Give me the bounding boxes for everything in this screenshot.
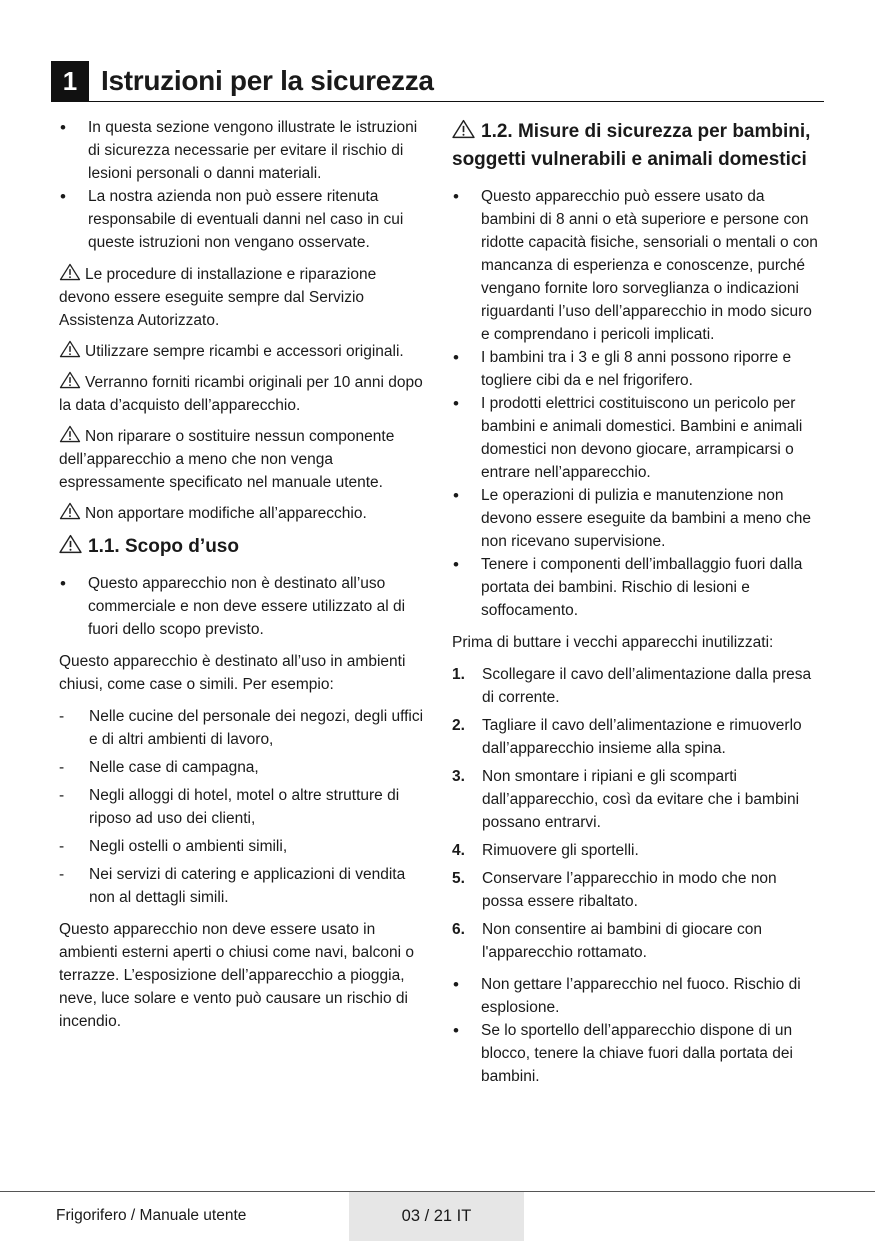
list-item: • In questa sezione vengono illustrate le istruzioni di sicurezza necessarie per evitare il rischio di lesioni personali o danni materiali. (59, 116, 429, 185)
list-item (452, 867, 822, 913)
list-item (452, 839, 822, 862)
list-item (452, 918, 822, 964)
warning-text: Le procedure di installazione e riparazione devono essere eseguite sempre dal Servizio Assistenza Autorizzato. (59, 266, 377, 329)
list-item: • Non gettare l’apparecchio nel fuoco. Rischio di esplosione. (452, 973, 822, 1019)
warning-text: Non riparare o sostituire nessun componente dell’apparecchio a meno che non venga espressamente specificato nel manuale utente. (59, 428, 395, 491)
intro-bullet-list (59, 116, 429, 254)
disposal-steps-list (452, 663, 822, 964)
list-item: • Tenere i componenti dell’imballaggio fuori dalla portata dei bambini. Rischio di lesioni e soffocamento. (452, 553, 822, 622)
list-item: - Nelle cucine del personale dei negozi, degli uffici e di altri ambienti di lavoro, (59, 705, 429, 751)
warning-triangle-icon (59, 371, 81, 389)
warning-text: Utilizzare sempre ricambi e accessori originali. (85, 343, 404, 360)
step-number: 3. (452, 768, 465, 785)
children-safety-bullet-list (452, 185, 822, 622)
list-item (452, 714, 822, 760)
step-text: Tagliare il cavo dell’alimentazione e rimuoverlo dall’apparecchio insieme alla spina. (482, 717, 802, 757)
step-number: 2. (452, 717, 465, 734)
list-item (452, 663, 822, 709)
warning-text: Verranno forniti ricambi originali per 10 anni dopo la data d’acquisto dell’apparecchio. (59, 374, 423, 414)
list-item: • I prodotti elettrici costituiscono un pericolo per bambini e animali domestici. Bambini e animali domestici non devono giocare, arrampicarsi o entrare nell’apparecchio. (452, 392, 822, 484)
list-item: - Nelle case di campagna, (59, 756, 429, 779)
list-item: • Questo apparecchio può essere usato da bambini di 8 anni o età superiore e persone con ridotte capacità fisiche, sensoriali o mentali o con mancanza di esperienza e conoscenze, purché vengano fornite loro sorveglianza o indicazioni riguardanti l’uso dell’apparecchio in modo sicuro e comprendano i pericoli implicati. (452, 185, 822, 346)
step-text: Conservare l’apparecchio in modo che non possa essere ribaltato. (482, 870, 777, 910)
list-item: • Le operazioni di pulizia e manutenzione non devono essere eseguite da bambini a meno che non ricevano supervisione. (452, 484, 822, 553)
section-title-1-2 (452, 118, 822, 174)
step-text: Non smontare i ripiani e gli scomparti dall’apparecchio, così da evitare che i bambini possano entrarvi. (482, 768, 800, 831)
step-text: Scollegare il cavo dell’alimentazione dalla presa di corrente. (482, 666, 812, 706)
warning-triangle-icon (59, 534, 82, 554)
footer-page-number: 03 / 21 IT (349, 1192, 524, 1241)
step-number: 5. (452, 870, 465, 887)
step-text: Non consentire ai bambini di giocare con l'apparecchio rottamato. (482, 921, 763, 961)
section-title-1-1 (59, 533, 429, 561)
list-item: • I bambini tra i 3 e gli 8 anni possono riporre e togliere cibi da e nel frigorifero. (452, 346, 822, 392)
warning-triangle-icon (59, 263, 81, 281)
warning-paragraph (59, 263, 429, 332)
step-number: 6. (452, 921, 465, 938)
warning-triangle-icon (452, 119, 475, 139)
list-item (452, 765, 822, 834)
usage-dash-list (59, 705, 429, 909)
chapter-header (51, 61, 824, 102)
warning-paragraph (59, 340, 429, 363)
list-item: - Nei servizi di catering e applicazioni di vendita non al dettagli simili. (59, 863, 429, 909)
warning-paragraph (59, 425, 429, 494)
step-number: 1. (452, 666, 465, 683)
list-item: - Negli alloggi di hotel, motel o altre strutture di riposo ad uso dei clienti, (59, 784, 429, 830)
paragraph: Prima di buttare i vecchi apparecchi inutilizzati: (452, 634, 774, 651)
paragraph: Questo apparecchio non deve essere usato in ambienti esterni aperti o chiusi come navi, balconi o terrazze. L’esposizione dell’apparecchio a pioggia, neve, luce solare e vento può causare un rischio di incendio. (59, 921, 414, 1030)
section-title-text: 1.1. Scopo d’uso (88, 536, 239, 557)
right-column (452, 116, 822, 1097)
chapter-title: Istruzioni per la sicurezza (101, 65, 434, 96)
warning-triangle-icon (59, 502, 81, 520)
warning-text: Non apportare modifiche all’apparecchio. (85, 505, 367, 522)
chapter-number: 1 (51, 61, 89, 101)
warning-triangle-icon (59, 340, 81, 358)
left-column (59, 116, 429, 1042)
warning-paragraph (59, 371, 429, 417)
paragraph: Questo apparecchio è destinato all’uso in ambienti chiusi, come case o simili. Per esempio: (59, 653, 406, 693)
list-item: - Negli ostelli o ambienti simili, (59, 835, 429, 858)
section-title-text: 1.2. Misure di sicurezza per bambini, soggetti vulnerabili e animali domestici (452, 121, 811, 170)
final-bullet-list (452, 973, 822, 1088)
list-item: • La nostra azienda non può essere ritenuta responsabile di eventuali danni nel caso in cui queste istruzioni non vengano osservate. (59, 185, 429, 254)
step-text: Rimuovere gli sportelli. (482, 842, 639, 859)
list-item: • Se lo sportello dell’apparecchio dispone di un blocco, tenere la chiave fuori dalla portata dei bambini. (452, 1019, 822, 1088)
step-number: 4. (452, 842, 465, 859)
list-item: • Questo apparecchio non è destinato all’uso commerciale e non deve essere utilizzato al di fuori dello scopo previsto. (59, 572, 429, 641)
scope-bullet-list (59, 572, 429, 641)
warning-paragraph (59, 502, 429, 525)
footer-document-title: Frigorifero / Manuale utente (56, 1207, 247, 1224)
warning-triangle-icon (59, 425, 81, 443)
